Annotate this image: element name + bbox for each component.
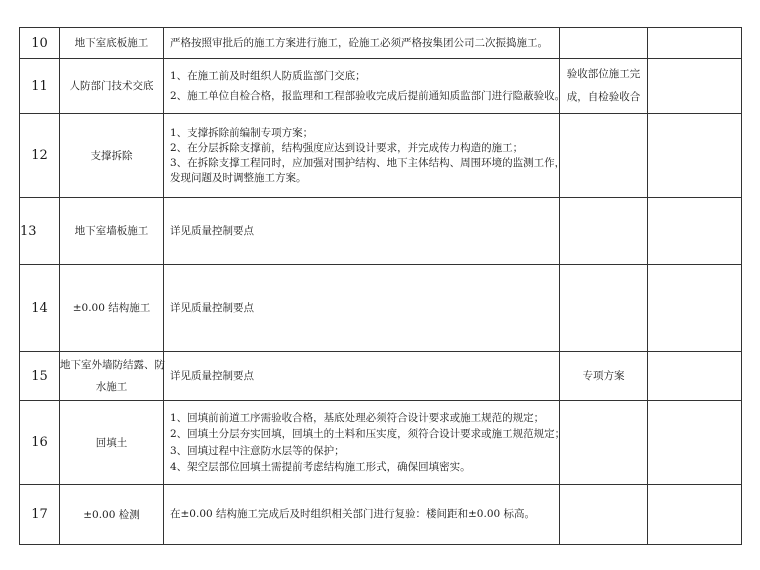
acceptance-cell: [560, 198, 648, 265]
acceptance-cell: [560, 485, 648, 545]
table-row: [20, 485, 742, 545]
item-name: ±0.00 检测: [60, 485, 164, 545]
acceptance-cell: 验收部位施工完 成，自检验收合: [560, 59, 648, 114]
item-content: 1、在施工前及时组织人防质监部门交底； 2、施工单位自检合格，报监理和工程部验收完成后提前通知质监部门进行隐蔽验收。: [164, 59, 560, 114]
acceptance-cell: [560, 28, 648, 59]
acceptance-cell: [560, 265, 648, 352]
remark-cell: [648, 28, 742, 59]
item-content: 1、回填前前道工序需验收合格，基底处理必须符合设计要求或施工规范的规定； 2、回填土分层夯实回填，回填土的土料和压实度，须符合设计要求或施工规范规定； 3、回填过程中注意防水层等的保护； 4、架空层部位回填土需提前考虑结构施工形式，确保回填密实。: [164, 401, 560, 485]
row-number: 13: [20, 198, 60, 265]
item-content: 详见质量控制要点: [164, 352, 560, 401]
remark-cell: [648, 352, 742, 401]
row-number: 12: [20, 114, 60, 198]
item-name: ±0.00 结构施工: [60, 265, 164, 352]
item-name: 地下室外墙防结露、防 水施工: [60, 352, 164, 401]
acceptance-cell: 专项方案: [560, 352, 648, 401]
remark-cell: [648, 265, 742, 352]
table-row: [20, 198, 742, 265]
table-row: [20, 114, 742, 198]
item-content: 严格按照审批后的施工方案进行施工，砼施工必须严格按集团公司二次振捣施工。: [164, 28, 560, 59]
item-name: 人防部门技术交底: [60, 59, 164, 114]
row-number: 16: [20, 401, 60, 485]
remark-cell: [648, 59, 742, 114]
table-row: [20, 28, 742, 59]
table-row: [20, 401, 742, 485]
item-content: 详见质量控制要点: [164, 198, 560, 265]
acceptance-cell: [560, 114, 648, 198]
row-number: 15: [20, 352, 60, 401]
item-content: 详见质量控制要点: [164, 265, 560, 352]
row-number: 10: [20, 28, 60, 59]
construction-quality-table: [19, 27, 742, 545]
acceptance-cell: [560, 401, 648, 485]
row-number: 14: [20, 265, 60, 352]
item-name: 地下室底板施工: [60, 28, 164, 59]
row-number: 17: [20, 485, 60, 545]
item-name: 回填土: [60, 401, 164, 485]
item-name: 支撑拆除: [60, 114, 164, 198]
item-content: 1、支撑拆除前编制专项方案； 2、在分层拆除支撑前，结构强度应达到设计要求，并完成传力构造的施工； 3、在拆除支撑工程同时，应加强对围护结构、地下主体结构、周围环境的监测工作， 发现问题及时调整施工方案。: [164, 114, 560, 198]
remark-cell: [648, 114, 742, 198]
item-name: 地下室墙板施工: [60, 198, 164, 265]
remark-cell: [648, 485, 742, 545]
table-row: [20, 265, 742, 352]
row-number: 11: [20, 59, 60, 114]
table-row: [20, 59, 742, 114]
item-content: 在±0.00 结构施工完成后及时组织相关部门进行复验：楼间距和±0.00 标高。: [164, 485, 560, 545]
table-row: [20, 352, 742, 401]
inspection-table: [19, 27, 742, 545]
remark-cell: [648, 401, 742, 485]
remark-cell: [648, 198, 742, 265]
